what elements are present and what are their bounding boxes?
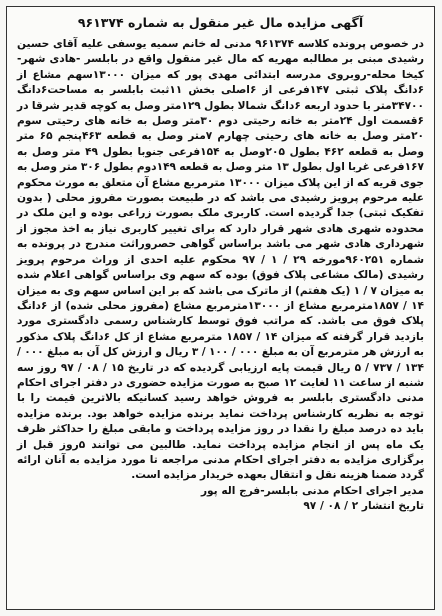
publication-date: تاریخ انتشار ۲ / ۰۸ / ۹۷: [303, 500, 424, 513]
notice-body: در خصوص پرونده کلاسه ۹۶۱۳۷۴ مدنی له خانم سمیه یوسفی علیه آقای حسین رشیدی مبنی بر مطالبه مهریه که مال غیر منقول واقع در بابلسر -هادی شهر-کیخا محله-روبروی مدرسه ابتدائی مهدی پور که میزان ۱۳۰۰۰سهم مشاع از ۶دانگ پلاک ثبتی ۱۴۷فرعی از ۶اصلی بخش ۱۱ثبت بابلسر به مساحت۶دانگ ۳۴۷۰۰متر با حدود اربعه ۶دانگ شمالا بطول ۱۲۹متر وصل به کوچه قدیر شرقا در ۶قسمت اول ۲۴متر به خانه رحیتی دوم ۳۰متر وصل به خانه های رحیتی سوم ۲۰متر وصل به خانه های رحیتی چهارم ۷متر وصل به قطعه ۴۶۳پنجم ۶۵ متر وصل به قطعه ۴۶۲ بطول ۲۰۵وصل به ۱۵۴فرعی جنوبا بطول ۴۹ متر وصل به ۱۶۷فرعی غربا اول بطول ۱۳ متر وصل به قطعه ۱۴۹دوم بطول ۳۰۶ متر وصل به جوی قریه که از این پلاک میزان ۱۳۰۰۰ مترمربع مشاع آن متعلق به مورث محکوم علیه مرحوم پرویز رشیدی می باشد که در طبیعت بصورت مفروز محلی ( بدون تفکیک ثبتی) جدا گردیده است. کاربری ملک بصورت زراعی بوده و این ملک در محدوده شهری هادی شهر قرار دارد که برای تغییر کاربری نیاز به اخذ مجوز از شهرداری هادی شهر می باشد براساس گواهی حصروراثت مندرج در پرونده به شماره ۹۶۰۲۵۱مورخه ۲۹ / ۱ / ۹۷ محکوم علیه احدی از وراث مرحوم پرویز رشیدی (مالک مشاعی پلاک فوق) بوده که سهم وی براساس گواهی اعلام شده به میزان ۷ / ۱ (یک هفتم) از ماترک می باشد که بر این اساس سهم وی به میزان ۱۴ / ۱۸۵۷مترمربع مشاع از ۱۳۰۰۰مترمربع مشاع (مفروز محلی شده) از ۶دانگ پلاک فوق می باشد. که مراتب فوق توسط کارشناس رسمی دادگستری مورد بازدید قرار گرفته که میزان ۱۴ / ۱۸۵۷ مترمربع مشاع از کل ۶دانگ پلاک مذکور به ارزش هر مترمربع آن به مبلغ ۰۰۰ / ۱۰۰ / ۳ ریال و ارزش کل آن به مبلغ ۰۰۰ / ۱۳۴ / ۷۳۷ / ۵ ریال قیمت پایه ارزیابی گردیده که در تاریخ ۱۵ / ۰۸ / ۹۷ روز سه شنبه از ساعت ۱۱ لغایت ۱۲ صبح به صورت مزایده حضوری در دفتر اجرای احکام مدنی دادگستری بابلسر به فروش خواهد رسید کسانیکه بالاترین قیمت را با توجه به نظریه کارشناس پرداخت نماید برنده مزایده خواهد بود. برنده مزایده باید ده درصد مبلغ را نقدا در روز مزایده پرداخت و مابقی مبلغ را حداکثر ظرف یک ماه پس از انجام مزایده پرداخت نماید. طالبین می توانند ۵روز قبل از برگزاری مزایده به دفتر اجرای احکام مدنی مراجعه تا مورد مزایده به آنان ارائه گردد ضمنا هزینه نقل و انتقال بعهده خریدار مزایده است.: [17, 38, 425, 482]
signature-line: مدیر اجرای احکام مدنی بابلسر-فرج اله پور: [200, 484, 424, 497]
notice-title: آگهی مزایده مال غیر منقول به شماره ۹۶۱۳۷۴: [77, 15, 364, 30]
notice-frame: [6, 6, 435, 610]
